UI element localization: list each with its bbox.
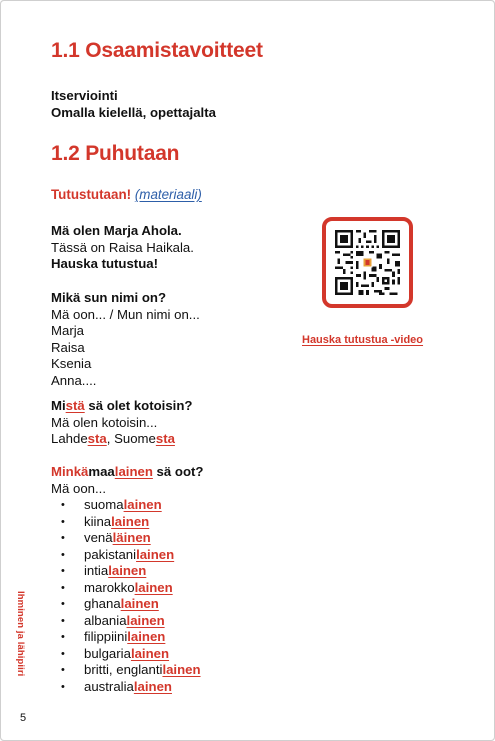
dialog-origin: [51, 398, 192, 448]
nationality-stem: bulgaria: [84, 645, 131, 661]
nationality-stem: pakistani: [84, 546, 137, 562]
nationality-list: [51, 497, 203, 695]
materiaali-link[interactable]: (materiaali): [134, 187, 202, 202]
dialog-question: [51, 398, 192, 415]
list-item: [51, 629, 203, 646]
origin-stem: Lahde: [51, 431, 88, 446]
qr-code-icon: [335, 230, 400, 295]
list-item: [51, 514, 203, 531]
list-item: [51, 563, 203, 580]
nationality-stem: albania: [84, 612, 127, 628]
separator: ,: [106, 431, 115, 446]
nationality-stem: britti, englanti: [84, 662, 163, 677]
list-item: [51, 497, 203, 514]
nationality-stem: ghana: [84, 596, 121, 611]
origin-suffix: sta: [155, 431, 175, 446]
list-item: [51, 580, 203, 597]
nationality-stem: kiina: [84, 513, 112, 529]
goals-block: [51, 88, 216, 121]
dialog-name: [51, 290, 200, 389]
nationality-suffix: lainen: [134, 579, 173, 595]
nationality-stem: marokko: [84, 579, 135, 595]
name-item: Ksenia: [51, 356, 92, 371]
side-label: Ihminen ja lähipiiri: [15, 591, 26, 677]
dialog-question: Mikä sun nimi on?: [51, 290, 167, 305]
page-number: 5: [20, 712, 27, 724]
nationality-stem: filippiini: [84, 629, 128, 644]
dialog-line: Hauska tutustua!: [51, 256, 158, 271]
nationality-suffix: lainen: [120, 596, 159, 611]
nationality-suffix: lainen: [108, 563, 147, 578]
nationality-suffix: lainen: [127, 629, 166, 644]
origin-suffix: sta: [87, 431, 107, 446]
dialog-answer: Mä oon...: [51, 480, 106, 496]
nationality-stem: suoma: [84, 497, 124, 512]
dialog-line: Mä olen Marja Ahola.: [51, 223, 182, 238]
nationality-suffix: lainen: [111, 513, 150, 529]
list-item: [51, 679, 203, 696]
nationality-suffix: lainen: [126, 612, 165, 628]
name-item: Marja: [51, 323, 84, 338]
name-item: Raisa: [51, 339, 85, 355]
question-part: maa: [88, 464, 115, 479]
goal-line: Omalla kielellä, opettajalta: [51, 104, 216, 120]
dialog-question: [51, 464, 203, 481]
nationality-suffix: lainen: [133, 678, 172, 694]
dialog-introduction: [51, 223, 194, 273]
nationality-suffix: lainen: [130, 645, 170, 661]
nationality-suffix: lainen: [123, 497, 162, 512]
dialog-nationality: [51, 464, 203, 695]
dialog-line: Tässä on Raisa Haikala.: [51, 239, 194, 255]
list-item: [51, 547, 203, 564]
intro-line: [51, 187, 202, 204]
list-item: [51, 662, 203, 679]
name-item: Anna....: [51, 372, 97, 388]
section-title-puhutaan: 1.2 Puhutaan: [51, 142, 180, 165]
nationality-suffix: lainen: [162, 662, 201, 677]
list-item: [51, 596, 203, 613]
dialog-answer: Mä olen kotoisin...: [51, 414, 158, 430]
nationality-suffix: lainen: [136, 546, 175, 562]
question-part: sä oot?: [152, 464, 204, 479]
question-part: Mi: [51, 398, 66, 413]
video-link[interactable]: Hauska tutustua -video: [302, 334, 424, 346]
question-suffix: lainen: [114, 464, 153, 479]
side-tab: [15, 591, 33, 701]
goal-line: Itserviointi: [51, 88, 118, 103]
list-item: [51, 646, 203, 663]
question-part: sä olet kotoisin?: [84, 398, 193, 413]
intro-heading: Tutustutaan!: [51, 187, 132, 202]
question-suffix: stä: [65, 398, 85, 413]
nationality-stem: australia: [84, 678, 134, 694]
list-item: [51, 613, 203, 630]
nationality-stem: intia: [84, 563, 109, 578]
list-item: [51, 530, 203, 547]
dialog-answer: Mä oon... / Mun nimi on...: [51, 306, 200, 322]
question-part: Minkä: [51, 464, 89, 479]
qr-code-frame[interactable]: [322, 217, 413, 308]
nationality-suffix: läinen: [112, 530, 151, 545]
section-title-osaamistavoitteet: 1.1 Osaamistavoitteet: [51, 39, 263, 62]
origin-stem: Suome: [114, 431, 156, 446]
nationality-stem: venä: [84, 530, 113, 545]
origin-examples: [51, 431, 192, 448]
